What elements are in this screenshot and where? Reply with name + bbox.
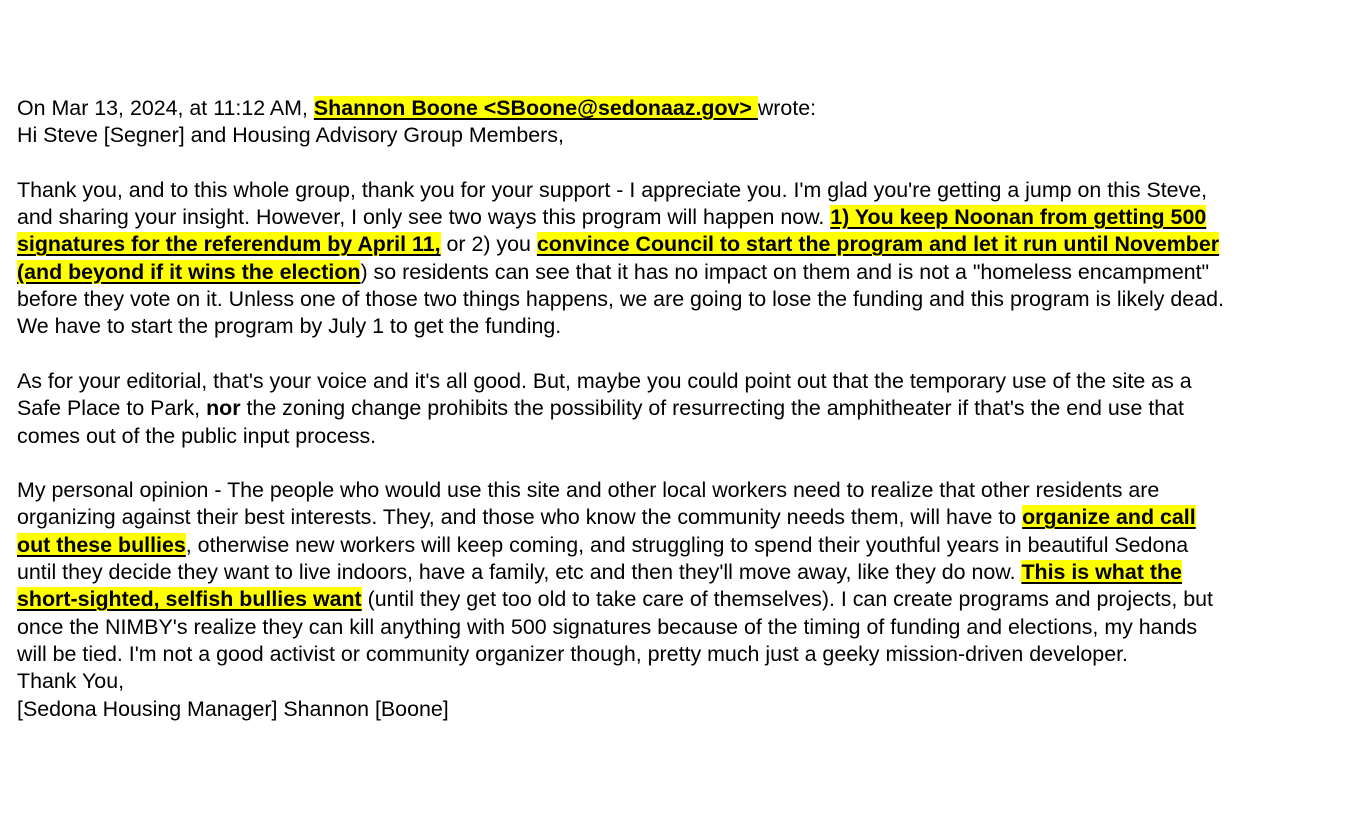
email-header-line [17, 95, 1357, 122]
highlight-referendum-deadline: signatures for the referendum by April 11, [17, 232, 441, 257]
p3-text: organizing against their best interests. They, and those who know the community needs them, will have to [17, 505, 1023, 530]
highlight-selfish-bullies: short-sighted, selfish bullies want [17, 587, 362, 612]
p3-text: (until they get too old to take care of themselves). I can create programs and projects, but [361, 587, 1213, 612]
p3-line-7: will be tied. I'm not a good activist or community organizer though, pretty much just a geeky mission-driven developer. [17, 641, 1128, 666]
p2-line-2 [17, 395, 1357, 422]
p1-text: and sharing your insight. However, I only see two ways this program will happen now. [17, 205, 831, 230]
p1-text: or 2) you [440, 232, 537, 257]
p1-line-6: We have to start the program by July 1 to get the funding. [17, 314, 562, 339]
p1-line-1: Thank you, and to this whole group, thank you for your support - I appreciate you. I'm glad you're getting a jump on this Steve, [17, 177, 1208, 202]
highlight-organize-call: organize and call [1022, 505, 1196, 530]
highlight-beyond-election: (and beyond if it wins the election [17, 259, 361, 284]
signature: [Sedona Housing Manager] Shannon [Boone] [17, 696, 449, 721]
bold-nor: nor [206, 396, 241, 421]
p3-line-1: My personal opinion - The people who would use this site and other local workers need to realize that other residents are [17, 478, 1160, 503]
paragraph-gap [17, 341, 1357, 368]
header-suffix: wrote: [757, 96, 817, 120]
highlight-convince-council: convince Council to start the program and let it run until November [536, 232, 1220, 257]
highlight-noonan-signatures: 1) You keep Noonan from getting 500 [830, 205, 1207, 230]
p2-text: Safe Place to Park, [17, 396, 207, 421]
paragraph-2 [17, 368, 1357, 450]
p1-line-2 [17, 204, 1357, 231]
p1-line-3 [17, 231, 1357, 258]
highlight-out-these-bullies: out these bullies [17, 532, 186, 557]
p2-line-3: comes out of the public input process. [17, 423, 377, 448]
p3-line-4 [17, 559, 1357, 586]
highlight-this-is-what: This is what the [1021, 560, 1182, 585]
p3-line-6: once the NIMBY's realize they can kill anything with 500 signatures because of the timing of funding and elections, my hands [17, 614, 1198, 639]
paragraph-1 [17, 177, 1357, 341]
p2-line-1: As for your editorial, that's your voice and it's all good. But, maybe you could point out that the temporary use of the site as a [17, 368, 1192, 393]
header-prefix: On Mar 13, 2024, at 11:12 AM, [17, 96, 314, 120]
p1-line-4 [17, 259, 1357, 286]
closing: Thank You, [17, 669, 125, 694]
p1-line-5: before they vote on it. Unless one of those two things happens, we are going to lose the funding and this program is likely dead. [17, 287, 1224, 312]
paragraph-gap [17, 450, 1357, 477]
p1-text: ) so residents can see that it has no impact on them and is not a "homeless encampment" [360, 259, 1210, 284]
p3-text: until they decide they want to live indoors, have a family, etc and then they'll move away, like they do now. [17, 560, 1022, 585]
p3-line-5 [17, 586, 1357, 613]
p3-text: , otherwise new workers will keep coming, and struggling to spend their youthful years in beautiful Sedona [185, 532, 1189, 557]
p2-text: the zoning change prohibits the possibility of resurrecting the amphitheater if that's the end use that [240, 396, 1184, 421]
p3-line-3 [17, 532, 1357, 559]
greeting: Hi Steve [Segner] and Housing Advisory Group Members, [17, 123, 564, 148]
sender-address-link[interactable]: Shannon Boone <SBoone@sedonaaz.gov> [313, 96, 758, 120]
paragraph-gap [17, 150, 1357, 177]
p3-line-2 [17, 504, 1357, 531]
paragraph-3 [17, 477, 1357, 668]
email-body [17, 95, 1357, 723]
